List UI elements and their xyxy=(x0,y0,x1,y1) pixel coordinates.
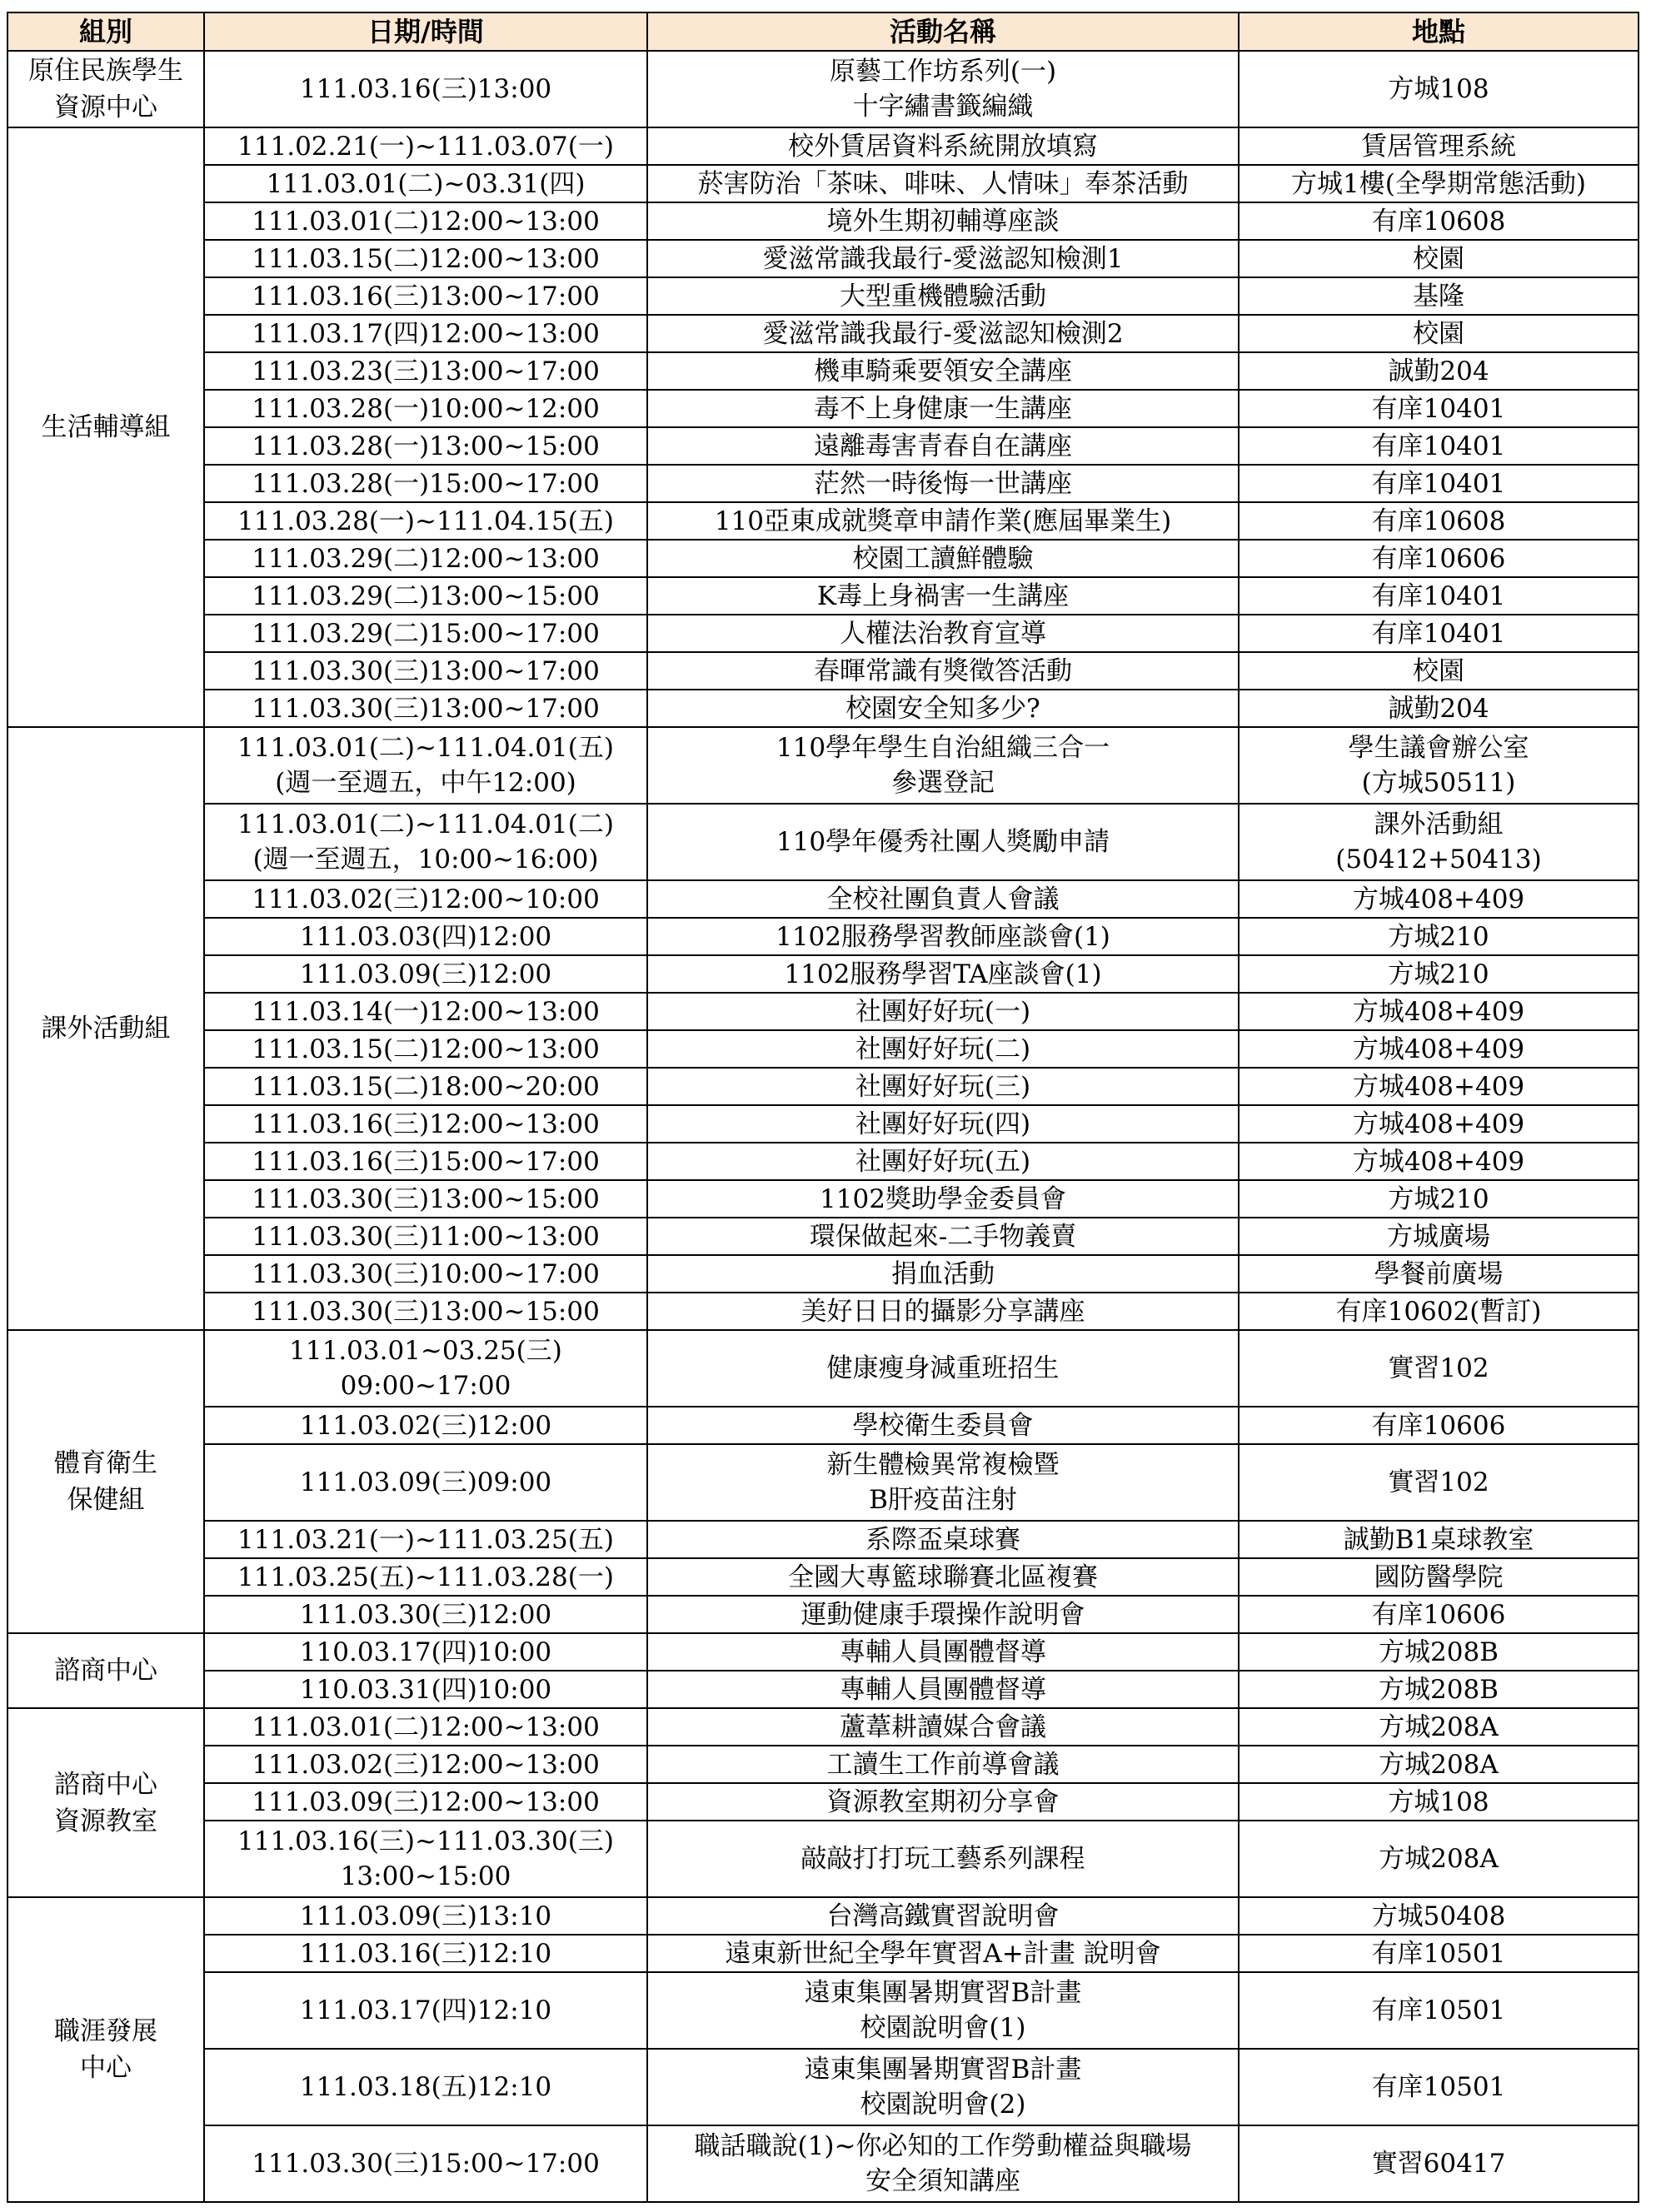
activity-name-cell: 專輔人員團體督導 xyxy=(647,1671,1239,1708)
table-row xyxy=(7,502,1639,540)
location-cell: 方城408+409 xyxy=(1239,1068,1639,1105)
date-time-cell: 111.03.30(三)13:00~17:00 xyxy=(204,652,647,690)
table-row xyxy=(7,577,1639,615)
date-time-cell: 111.03.09(三)12:00 xyxy=(204,955,647,993)
location-cell: 有庠10608 xyxy=(1239,502,1639,540)
date-time-cell: 111.03.28(一)10:00~12:00 xyxy=(204,390,647,427)
table-row xyxy=(7,1407,1639,1444)
activity-name-cell: 系際盃桌球賽 xyxy=(647,1521,1239,1558)
header-group: 組別 xyxy=(7,12,204,51)
group-name-cell: 職涯發展 中心 xyxy=(7,1897,204,2202)
table-row xyxy=(7,1746,1639,1783)
header-activity: 活動名稱 xyxy=(647,12,1239,51)
activity-name-cell: 健康瘦身減重班招生 xyxy=(647,1330,1239,1407)
activity-name-cell: 運動健康手環操作說明會 xyxy=(647,1596,1239,1633)
location-cell: 有庠10606 xyxy=(1239,540,1639,577)
activity-name-cell: 美好日日的攝影分享講座 xyxy=(647,1293,1239,1330)
activity-name-cell: 職話職說(1)~你必知的工作勞動權益與職場 安全須知講座 xyxy=(647,2125,1239,2202)
table-row xyxy=(7,880,1639,918)
activity-name-cell: 學校衛生委員會 xyxy=(647,1407,1239,1444)
date-time-cell: 111.03.25(五)~111.03.28(一) xyxy=(204,1558,647,1596)
activity-name-cell: 110亞東成就獎章申請作業(應屆畢業生) xyxy=(647,502,1239,540)
activity-name-cell: 110學年優秀社團人獎勵申請 xyxy=(647,804,1239,880)
table-row xyxy=(7,165,1639,202)
date-time-cell: 111.03.30(三)13:00~15:00 xyxy=(204,1180,647,1218)
activity-name-cell: 原藝工作坊系列(一) 十字繡書籤編織 xyxy=(647,51,1239,127)
date-time-cell: 111.03.02(三)12:00~10:00 xyxy=(204,880,647,918)
activity-name-cell: K毒上身禍害一生講座 xyxy=(647,577,1239,615)
table-row xyxy=(7,652,1639,690)
table-header xyxy=(7,12,1639,51)
date-time-cell: 111.03.01(二)12:00~13:00 xyxy=(204,202,647,240)
location-cell: 方城210 xyxy=(1239,955,1639,993)
activity-name-cell: 毒不上身健康一生講座 xyxy=(647,390,1239,427)
activity-name-cell: 敲敲打打玩工藝系列課程 xyxy=(647,1821,1239,1897)
date-time-cell: 111.03.16(三)12:00~13:00 xyxy=(204,1105,647,1143)
location-cell: 有庠10401 xyxy=(1239,427,1639,465)
activity-name-cell: 大型重機體驗活動 xyxy=(647,277,1239,315)
table-row xyxy=(7,615,1639,652)
table-body xyxy=(7,51,1639,2202)
location-cell: 方城408+409 xyxy=(1239,993,1639,1030)
location-cell: 誠勤204 xyxy=(1239,352,1639,390)
date-time-cell: 111.03.02(三)12:00 xyxy=(204,1407,647,1444)
activity-name-cell: 愛滋常識我最行-愛滋認知檢測1 xyxy=(647,240,1239,277)
location-cell: 基隆 xyxy=(1239,277,1639,315)
date-time-cell: 111.03.30(三)15:00~17:00 xyxy=(204,2125,647,2202)
date-time-cell: 111.03.16(三)13:00~17:00 xyxy=(204,277,647,315)
location-cell: 實習60417 xyxy=(1239,2125,1639,2202)
date-time-cell: 111.03.30(三)11:00~13:00 xyxy=(204,1218,647,1255)
activity-name-cell: 1102服務學習教師座談會(1) xyxy=(647,918,1239,955)
activity-name-cell: 1102獎助學金委員會 xyxy=(647,1180,1239,1218)
location-cell: 方城408+409 xyxy=(1239,1105,1639,1143)
group-name-cell: 諮商中心 資源教室 xyxy=(7,1708,204,1897)
table-row xyxy=(7,1633,1639,1671)
location-cell: 校園 xyxy=(1239,240,1639,277)
date-time-cell: 111.03.15(二)12:00~13:00 xyxy=(204,240,647,277)
table-row xyxy=(7,202,1639,240)
table-row xyxy=(7,1105,1639,1143)
activity-name-cell: 境外生期初輔導座談 xyxy=(647,202,1239,240)
table-row xyxy=(7,955,1639,993)
activity-name-cell: 遠東集團暑期實習B計畫 校園說明會(2) xyxy=(647,2049,1239,2125)
activity-name-cell: 全校社團負責人會議 xyxy=(647,880,1239,918)
table-row xyxy=(7,315,1639,352)
table-row xyxy=(7,1068,1639,1105)
activity-name-cell: 工讀生工作前導會議 xyxy=(647,1746,1239,1783)
activity-name-cell: 捐血活動 xyxy=(647,1255,1239,1293)
table-row xyxy=(7,352,1639,390)
date-time-cell: 111.03.30(三)13:00~17:00 xyxy=(204,690,647,727)
date-time-cell: 111.03.15(二)12:00~13:00 xyxy=(204,1030,647,1068)
location-cell: 誠勤204 xyxy=(1239,690,1639,727)
location-cell: 校園 xyxy=(1239,315,1639,352)
location-cell: 方城208A xyxy=(1239,1708,1639,1746)
table-row xyxy=(7,1218,1639,1255)
table-row xyxy=(7,427,1639,465)
table-row xyxy=(7,1180,1639,1218)
table-row xyxy=(7,1671,1639,1708)
activity-name-cell: 愛滋常識我最行-愛滋認知檢測2 xyxy=(647,315,1239,352)
table-row xyxy=(7,390,1639,427)
activity-name-cell: 新生體檢異常複檢暨 B肝疫苗注射 xyxy=(647,1444,1239,1521)
activity-name-cell: 社團好好玩(二) xyxy=(647,1030,1239,1068)
table-row xyxy=(7,918,1639,955)
table-row xyxy=(7,690,1639,727)
table-row xyxy=(7,1030,1639,1068)
table-row xyxy=(7,1783,1639,1821)
table-row xyxy=(7,1330,1639,1407)
table-row xyxy=(7,540,1639,577)
table-row xyxy=(7,1143,1639,1180)
activity-name-cell: 社團好好玩(五) xyxy=(647,1143,1239,1180)
date-time-cell: 111.03.21(一)~111.03.25(五) xyxy=(204,1521,647,1558)
table-row xyxy=(7,993,1639,1030)
location-cell: 方城408+409 xyxy=(1239,1030,1639,1068)
location-cell: 方城208B xyxy=(1239,1633,1639,1671)
date-time-cell: 111.03.29(二)15:00~17:00 xyxy=(204,615,647,652)
table-row xyxy=(7,1897,1639,1935)
activity-name-cell: 茫然一時後悔一世講座 xyxy=(647,465,1239,502)
location-cell: 有庠10401 xyxy=(1239,577,1639,615)
location-cell: 方城208A xyxy=(1239,1821,1639,1897)
date-time-cell: 111.03.16(三)15:00~17:00 xyxy=(204,1143,647,1180)
group-name-cell: 原住民族學生 資源中心 xyxy=(7,51,204,127)
date-time-cell: 111.03.09(三)09:00 xyxy=(204,1444,647,1521)
table-row xyxy=(7,1821,1639,1897)
location-cell: 方城208A xyxy=(1239,1746,1639,1783)
table-row xyxy=(7,240,1639,277)
group-name-cell: 生活輔導組 xyxy=(7,127,204,727)
location-cell: 國防醫學院 xyxy=(1239,1558,1639,1596)
activity-name-cell: 社團好好玩(四) xyxy=(647,1105,1239,1143)
date-time-cell: 111.03.01~03.25(三) 09:00~17:00 xyxy=(204,1330,647,1407)
activity-name-cell: 遠東新世紀全學年實習A+計畫 說明會 xyxy=(647,1935,1239,1972)
table-row xyxy=(7,2049,1639,2125)
date-time-cell: 111.02.21(一)~111.03.07(一) xyxy=(204,127,647,165)
date-time-cell: 111.03.03(四)12:00 xyxy=(204,918,647,955)
activity-name-cell: 蘆葦耕讀媒合會議 xyxy=(647,1708,1239,1746)
date-time-cell: 111.03.29(二)13:00~15:00 xyxy=(204,577,647,615)
date-time-cell: 111.03.18(五)12:10 xyxy=(204,2049,647,2125)
group-name-cell: 諮商中心 xyxy=(7,1633,204,1708)
table-row xyxy=(7,1521,1639,1558)
table-row xyxy=(7,51,1639,127)
date-time-cell: 111.03.01(二)~111.04.01(二) (週一至週五，10:00~16:00) xyxy=(204,804,647,880)
activity-name-cell: 遠東集團暑期實習B計畫 校園說明會(1) xyxy=(647,1972,1239,2049)
location-cell: 賃居管理系統 xyxy=(1239,127,1639,165)
activity-name-cell: 台灣高鐵實習說明會 xyxy=(647,1897,1239,1935)
group-name-cell: 體育衛生 保健組 xyxy=(7,1330,204,1633)
location-cell: 有庠10501 xyxy=(1239,1972,1639,2049)
activity-name-cell: 環保做起來-二手物義賣 xyxy=(647,1218,1239,1255)
date-time-cell: 111.03.01(二)~111.04.01(五) (週一至週五，中午12:00) xyxy=(204,727,647,804)
date-time-cell: 111.03.15(二)18:00~20:00 xyxy=(204,1068,647,1105)
date-time-cell: 111.03.09(三)12:00~13:00 xyxy=(204,1783,647,1821)
location-cell: 有庠10401 xyxy=(1239,390,1639,427)
activity-name-cell: 社團好好玩(一) xyxy=(647,993,1239,1030)
activity-name-cell: 人權法治教育宣導 xyxy=(647,615,1239,652)
location-cell: 有庠10606 xyxy=(1239,1596,1639,1633)
table-row xyxy=(7,1596,1639,1633)
location-cell: 實習102 xyxy=(1239,1444,1639,1521)
location-cell: 有庠10606 xyxy=(1239,1407,1639,1444)
location-cell: 課外活動組 (50412+50413) xyxy=(1239,804,1639,880)
date-time-cell: 111.03.01(二)12:00~13:00 xyxy=(204,1708,647,1746)
location-cell: 方城208B xyxy=(1239,1671,1639,1708)
date-time-cell: 111.03.09(三)13:10 xyxy=(204,1897,647,1935)
date-time-cell: 111.03.02(三)12:00~13:00 xyxy=(204,1746,647,1783)
header-row xyxy=(7,12,1639,51)
activity-name-cell: 遠離毒害青春自在講座 xyxy=(647,427,1239,465)
location-cell: 有庠10501 xyxy=(1239,1935,1639,1972)
table-row xyxy=(7,465,1639,502)
location-cell: 有庠10401 xyxy=(1239,615,1639,652)
location-cell: 方城408+409 xyxy=(1239,880,1639,918)
location-cell: 方城408+409 xyxy=(1239,1143,1639,1180)
table-row xyxy=(7,1255,1639,1293)
date-time-cell: 111.03.16(三)13:00 xyxy=(204,51,647,127)
table-row xyxy=(7,2125,1639,2202)
table-row xyxy=(7,1558,1639,1596)
date-time-cell: 111.03.17(四)12:10 xyxy=(204,1972,647,2049)
table-row xyxy=(7,277,1639,315)
table-row xyxy=(7,804,1639,880)
table-row xyxy=(7,1708,1639,1746)
activity-name-cell: 菸害防治「茶味、啡味、人情味」奉茶活動 xyxy=(647,165,1239,202)
location-cell: 有庠10501 xyxy=(1239,2049,1639,2125)
activity-name-cell: 專輔人員團體督導 xyxy=(647,1633,1239,1671)
header-datetime: 日期/時間 xyxy=(204,12,647,51)
location-cell: 有庠10608 xyxy=(1239,202,1639,240)
table-row xyxy=(7,727,1639,804)
activity-name-cell: 校園工讀鮮體驗 xyxy=(647,540,1239,577)
location-cell: 方城1樓(全學期常態活動) xyxy=(1239,165,1639,202)
date-time-cell: 110.03.17(四)10:00 xyxy=(204,1633,647,1671)
activity-name-cell: 全國大專籃球聯賽北區複賽 xyxy=(647,1558,1239,1596)
location-cell: 方城210 xyxy=(1239,1180,1639,1218)
table-row xyxy=(7,1293,1639,1330)
date-time-cell: 111.03.30(三)10:00~17:00 xyxy=(204,1255,647,1293)
activity-name-cell: 春暉常識有獎徵答活動 xyxy=(647,652,1239,690)
header-location: 地點 xyxy=(1239,12,1639,51)
activity-name-cell: 校外賃居資料系統開放填寫 xyxy=(647,127,1239,165)
activity-name-cell: 社團好好玩(三) xyxy=(647,1068,1239,1105)
date-time-cell: 111.03.30(三)13:00~15:00 xyxy=(204,1293,647,1330)
activity-schedule-table xyxy=(7,12,1639,2203)
activity-name-cell: 1102服務學習TA座談會(1) xyxy=(647,955,1239,993)
location-cell: 方城50408 xyxy=(1239,1897,1639,1935)
table-row xyxy=(7,1444,1639,1521)
location-cell: 有庠10401 xyxy=(1239,465,1639,502)
date-time-cell: 110.03.31(四)10:00 xyxy=(204,1671,647,1708)
date-time-cell: 111.03.16(三)~111.03.30(三) 13:00~15:00 xyxy=(204,1821,647,1897)
date-time-cell: 111.03.23(三)13:00~17:00 xyxy=(204,352,647,390)
table-row xyxy=(7,1972,1639,2049)
location-cell: 方城108 xyxy=(1239,51,1639,127)
location-cell: 方城廣場 xyxy=(1239,1218,1639,1255)
activity-name-cell: 資源教室期初分享會 xyxy=(647,1783,1239,1821)
location-cell: 實習102 xyxy=(1239,1330,1639,1407)
date-time-cell: 111.03.29(二)12:00~13:00 xyxy=(204,540,647,577)
location-cell: 校園 xyxy=(1239,652,1639,690)
location-cell: 學餐前廣場 xyxy=(1239,1255,1639,1293)
location-cell: 有庠10602(暫訂) xyxy=(1239,1293,1639,1330)
date-time-cell: 111.03.01(二)~03.31(四) xyxy=(204,165,647,202)
date-time-cell: 111.03.17(四)12:00~13:00 xyxy=(204,315,647,352)
date-time-cell: 111.03.28(一)~111.04.15(五) xyxy=(204,502,647,540)
date-time-cell: 111.03.28(一)15:00~17:00 xyxy=(204,465,647,502)
date-time-cell: 111.03.28(一)13:00~15:00 xyxy=(204,427,647,465)
date-time-cell: 111.03.14(一)12:00~13:00 xyxy=(204,993,647,1030)
date-time-cell: 111.03.16(三)12:10 xyxy=(204,1935,647,1972)
activity-name-cell: 校園安全知多少? xyxy=(647,690,1239,727)
location-cell: 學生議會辦公室 (方城50511) xyxy=(1239,727,1639,804)
location-cell: 方城108 xyxy=(1239,1783,1639,1821)
activity-name-cell: 機車騎乘要領安全講座 xyxy=(647,352,1239,390)
location-cell: 方城210 xyxy=(1239,918,1639,955)
table-row xyxy=(7,127,1639,165)
location-cell: 誠勤B1桌球教室 xyxy=(1239,1521,1639,1558)
table-row xyxy=(7,1935,1639,1972)
group-name-cell: 課外活動組 xyxy=(7,727,204,1330)
activity-name-cell: 110學年學生自治組織三合一 參選登記 xyxy=(647,727,1239,804)
date-time-cell: 111.03.30(三)12:00 xyxy=(204,1596,647,1633)
